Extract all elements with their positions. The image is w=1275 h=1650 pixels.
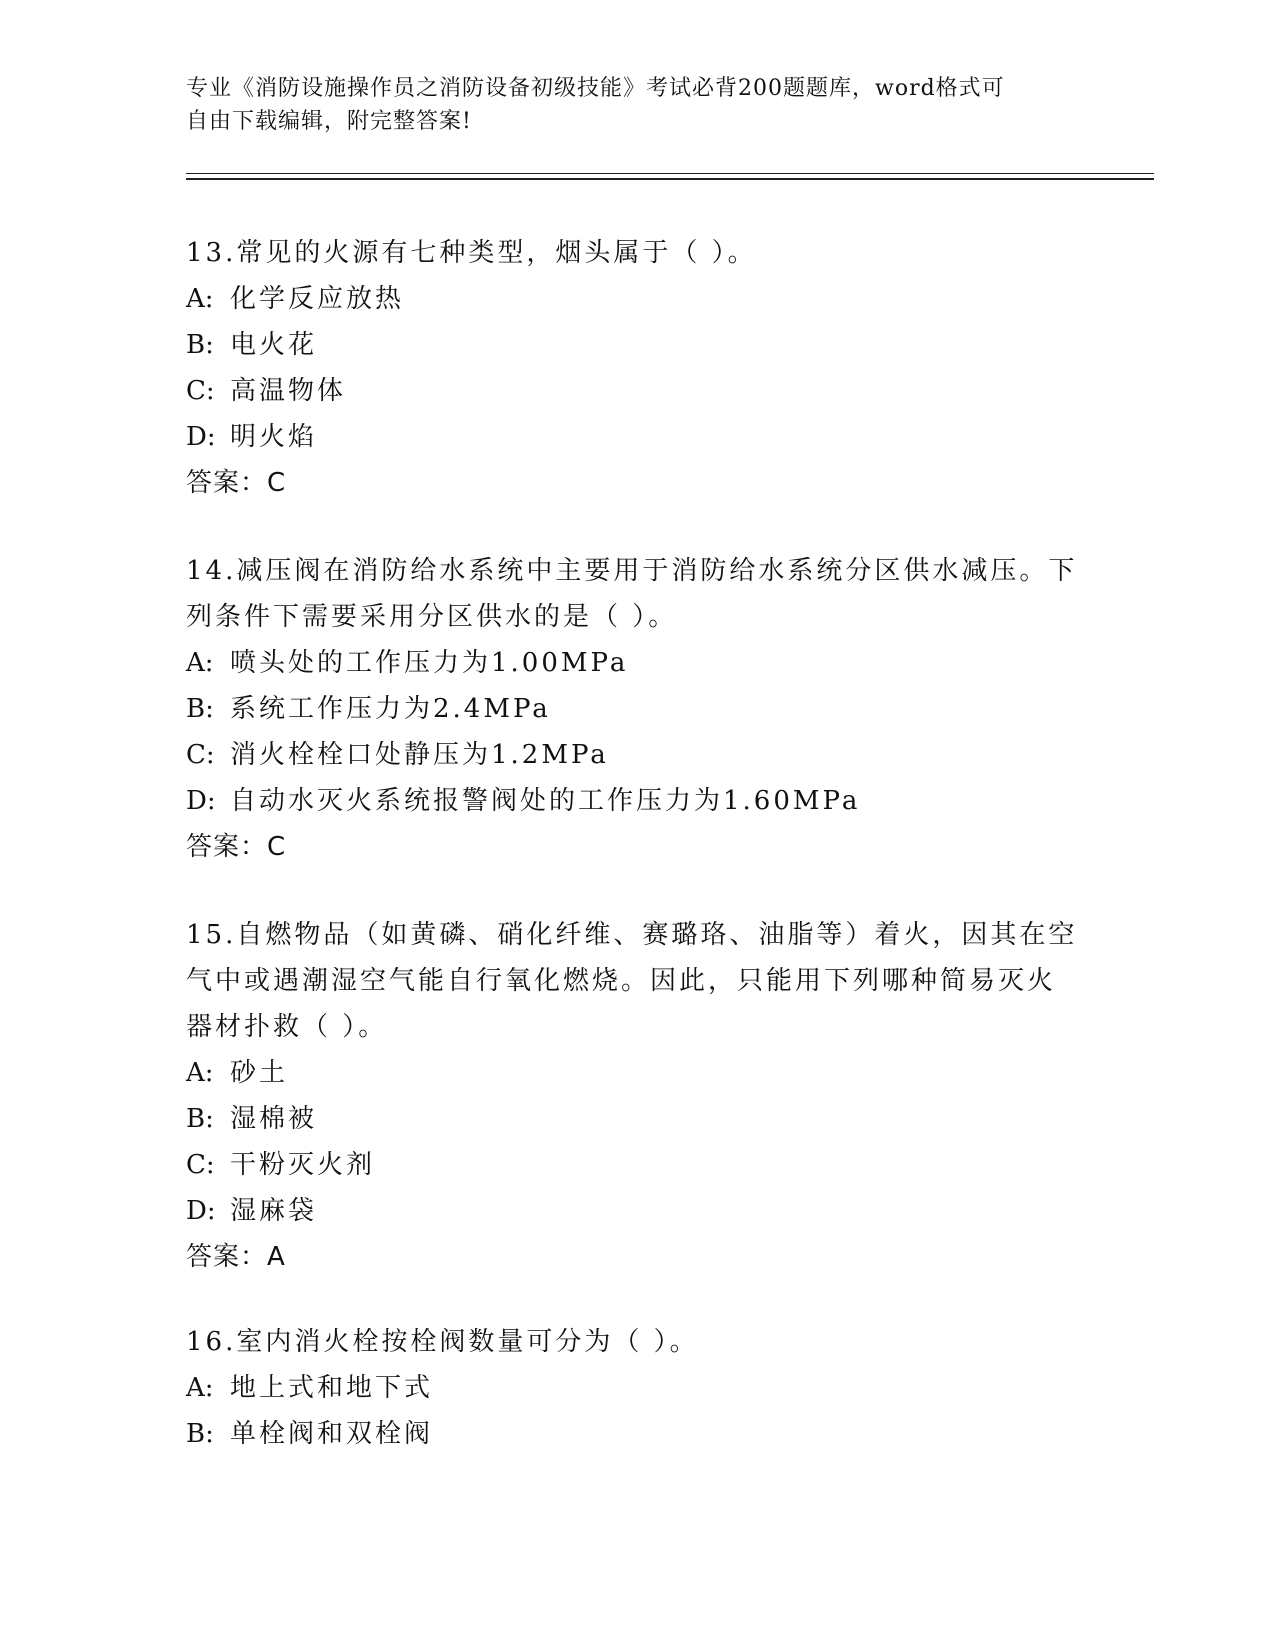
- option-text: 自动水灭火系统报警阀处的工作压力为1.60MPa: [230, 786, 861, 816]
- option-key: A:: [186, 1058, 214, 1088]
- header-divider-thick: [186, 178, 1154, 180]
- option-a: [186, 640, 1086, 686]
- question-stem: 14.减压阀在消防给水系统中主要用于消防给水系统分区供水减压。下: [186, 556, 1078, 586]
- option-text: 单栓阀和双栓阀: [230, 1419, 434, 1449]
- option-text: 高温物体: [230, 376, 347, 406]
- question-15: [186, 912, 1086, 1280]
- option-a: [186, 1050, 1086, 1096]
- option-key: B:: [186, 694, 214, 724]
- option-b: [186, 1411, 1086, 1457]
- option-key: D:: [186, 422, 216, 452]
- option-key: B:: [186, 330, 214, 360]
- option-text: 系统工作压力为2.4MPa: [230, 694, 551, 724]
- answer: 答案：C: [186, 832, 287, 862]
- option-text: 电火花: [230, 330, 318, 360]
- answer: 答案：A: [186, 1242, 286, 1272]
- option-text: 湿棉被: [230, 1104, 318, 1134]
- option-text: 湿麻袋: [230, 1196, 318, 1226]
- option-key: B:: [186, 1104, 214, 1134]
- option-text: 消火栓栓口处静压为1.2MPa: [230, 740, 609, 770]
- option-text: 明火焰: [230, 422, 318, 452]
- answer: 答案：C: [186, 468, 287, 498]
- option-text: 干粉灭火剂: [230, 1150, 376, 1180]
- question-stem: 气中或遇潮湿空气能自行氧化燃烧。因此，只能用下列哪种简易灭火: [186, 966, 1057, 996]
- header-divider-thin: [186, 173, 1154, 174]
- header-line: 自由下载编辑，附完整答案!: [186, 109, 472, 134]
- option-text: 地上式和地下式: [230, 1373, 434, 1403]
- option-c: [186, 368, 1086, 414]
- question-stem: 15.自燃物品（如黄磷、硝化纤维、赛璐珞、油脂等）着火，因其在空: [186, 920, 1078, 950]
- option-key: B:: [186, 1419, 214, 1449]
- question-stem: 13.常见的火源有七种类型，烟头属于（ ）。: [186, 238, 757, 268]
- option-b: [186, 1096, 1086, 1142]
- option-key: A:: [186, 1373, 214, 1403]
- option-d: [186, 414, 1086, 460]
- question-13: [186, 230, 1086, 506]
- option-c: [186, 732, 1086, 778]
- option-b: [186, 322, 1086, 368]
- option-d: [186, 1188, 1086, 1234]
- option-text: 喷头处的工作压力为1.00MPa: [230, 648, 629, 678]
- question-stem: 16.室内消火栓按栓阀数量可分为（ ）。: [186, 1327, 699, 1357]
- option-key: C:: [186, 740, 215, 770]
- option-b: [186, 686, 1086, 732]
- question-14: [186, 548, 1086, 870]
- option-key: C:: [186, 1150, 215, 1180]
- option-key: A:: [186, 648, 214, 678]
- question-stem: 器材扑救（ ）。: [186, 1012, 388, 1042]
- question-16: [186, 1319, 1086, 1457]
- option-key: D:: [186, 1196, 216, 1226]
- document-header: [186, 72, 1086, 138]
- option-key: A:: [186, 284, 214, 314]
- option-text: 化学反应放热: [230, 284, 405, 314]
- option-key: C:: [186, 376, 215, 406]
- header-line: 专业《消防设施操作员之消防设备初级技能》考试必背200题题库，word格式可: [186, 76, 1005, 101]
- question-stem: 列条件下需要采用分区供水的是（ ）。: [186, 602, 678, 632]
- option-a: [186, 1365, 1086, 1411]
- option-d: [186, 778, 1086, 824]
- option-text: 砂土: [230, 1058, 289, 1088]
- option-key: D:: [186, 786, 216, 816]
- option-a: [186, 276, 1086, 322]
- option-c: [186, 1142, 1086, 1188]
